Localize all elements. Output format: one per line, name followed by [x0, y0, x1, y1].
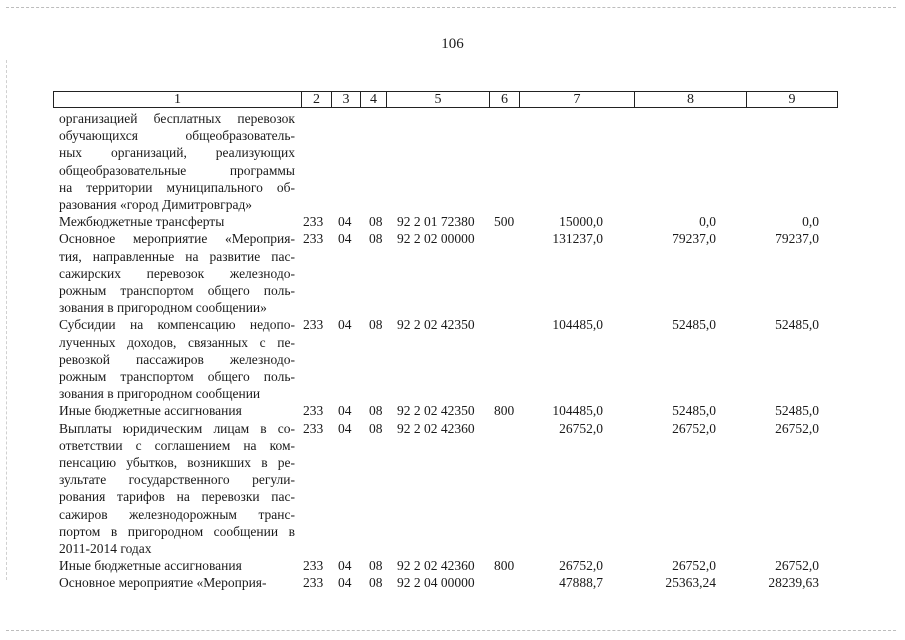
column-header-1: 1	[54, 92, 302, 107]
row-3-c8: 52485,0	[672, 317, 716, 333]
row-5-description-line: рования тарифов на перевозки пас-	[59, 489, 295, 505]
row-1-c3: 04	[338, 214, 352, 230]
row-5-c3: 04	[338, 420, 352, 436]
row-7-c7: 47888,7	[559, 575, 603, 591]
row-7-description-line: Основное мероприятие «Мероприя-	[59, 575, 267, 591]
row-5-description-line: Выплаты юридическим лицам в со-	[59, 420, 295, 436]
row-6-c2: 233	[303, 558, 324, 574]
row-7-c8: 25363,24	[665, 575, 716, 591]
row-3-description-line: ревозкой пассажиров железнодо-	[59, 351, 295, 367]
row-6-c5: 92 2 02 42360	[397, 558, 475, 574]
table-header-row	[53, 91, 838, 108]
scan-left-edge	[6, 60, 7, 580]
row-2-description-line: рожным транспортом общего поль-	[59, 283, 295, 298]
row-5-description-line: зультате государственного регули-	[59, 472, 295, 488]
row-1-c8: 0,0	[699, 214, 716, 230]
row-5-c7: 26752,0	[559, 420, 603, 436]
row-0-description-line: общеобразовательные программы	[59, 162, 295, 178]
column-header-8: 8	[635, 92, 747, 107]
row-2-description-line: Основное мероприятие «Мероприя-	[59, 231, 295, 247]
row-2-c2: 233	[303, 231, 324, 247]
row-3-c9: 52485,0	[775, 317, 819, 333]
row-7-c3: 04	[338, 575, 352, 591]
row-3-c7: 104485,0	[552, 317, 603, 333]
row-4-description-line: Иные бюджетные ассигнования	[59, 403, 242, 419]
column-header-6: 6	[490, 92, 520, 107]
row-5-description-line: ответствии с соглашением на ком-	[59, 437, 295, 453]
row-5-description-line: портом в пригородном сообщении в	[59, 523, 295, 539]
row-3-c4: 08	[369, 317, 383, 333]
row-6-c7: 26752,0	[559, 558, 603, 574]
row-2-c5: 92 2 02 00000	[397, 231, 475, 247]
scan-bottom-edge	[6, 630, 896, 631]
row-3-description-line: Субсидии на компенсацию недопо-	[59, 317, 295, 333]
row-1-c2: 233	[303, 214, 324, 230]
row-0-description-line: обучающихся общеобразователь-	[59, 128, 295, 144]
row-3-description-line: лученных доходов, связанных с пе-	[59, 334, 295, 350]
row-5-c4: 08	[369, 420, 383, 436]
row-4-c9: 52485,0	[775, 403, 819, 419]
row-5-description-line: пенсацию убытков, возникших в ре-	[59, 455, 295, 470]
row-5-description-line: сажиров железнодорожным транс-	[59, 506, 295, 522]
row-1-c5: 92 2 01 72380	[397, 214, 475, 230]
row-3-description-line: зования в пригородном сообщении	[59, 386, 261, 402]
row-2-description-line: сажирских перевозок железнодо-	[59, 265, 295, 281]
row-4-c3: 04	[338, 403, 352, 419]
column-header-9: 9	[788, 92, 796, 107]
row-2-c9: 79237,0	[775, 231, 819, 247]
row-0-description-line: на территории муниципального об-	[59, 179, 295, 195]
row-3-c2: 233	[303, 317, 324, 333]
column-header-5: 5	[387, 92, 490, 107]
row-4-c5: 92 2 02 42350	[397, 403, 475, 419]
row-1-c4: 08	[369, 214, 383, 230]
row-4-c8: 52485,0	[672, 403, 716, 419]
scan-top-edge	[6, 7, 896, 8]
row-7-c2: 233	[303, 575, 324, 591]
row-6-c6: 800	[494, 558, 515, 574]
row-4-c2: 233	[303, 403, 324, 419]
row-2-description-line: тия, направленные на развитие пас-	[59, 248, 295, 264]
row-6-c9: 26752,0	[775, 558, 819, 574]
row-6-description-line: Иные бюджетные ассигнования	[59, 558, 242, 574]
row-7-c9: 28239,63	[768, 575, 819, 591]
row-0-description-line: организацией бесплатных перевозок	[59, 111, 295, 126]
row-3-c5: 92 2 02 42350	[397, 317, 475, 333]
row-1-c9: 0,0	[802, 214, 819, 230]
row-0-description-line: разования «город Димитровград»	[59, 197, 253, 212]
column-header-7: 7	[520, 92, 635, 107]
row-5-c8: 26752,0	[672, 420, 716, 436]
page-number: 106	[441, 36, 464, 52]
column-header-2: 2	[302, 92, 332, 107]
column-header-4: 4	[361, 92, 387, 107]
row-5-description-line: 2011-2014 годах	[59, 541, 152, 556]
row-5-c5: 92 2 02 42360	[397, 420, 475, 436]
row-1-description-line: Межбюджетные трансферты	[59, 214, 225, 230]
row-2-c8: 79237,0	[672, 231, 716, 247]
row-5-c2: 233	[303, 420, 324, 436]
column-header-3: 3	[332, 92, 361, 107]
row-6-c8: 26752,0	[672, 558, 716, 574]
row-6-c3: 04	[338, 558, 352, 574]
row-4-c7: 104485,0	[552, 403, 603, 419]
row-5-c9: 26752,0	[775, 420, 819, 436]
row-4-c6: 800	[494, 403, 515, 419]
row-3-c3: 04	[338, 317, 352, 333]
row-6-c4: 08	[369, 558, 383, 574]
row-2-c3: 04	[338, 231, 352, 247]
row-2-description-line: зования в пригородном сообщении»	[59, 300, 267, 316]
row-7-c4: 08	[369, 575, 383, 591]
row-2-c4: 08	[369, 231, 383, 247]
row-4-c4: 08	[369, 403, 383, 419]
row-3-description-line: рожным транспортом общего поль-	[59, 369, 295, 384]
row-7-c5: 92 2 04 00000	[397, 575, 475, 591]
row-1-c7: 15000,0	[559, 214, 603, 230]
row-1-c6: 500	[494, 214, 515, 230]
row-0-description-line: ных организаций, реализующих	[59, 145, 295, 161]
row-2-c7: 131237,0	[552, 231, 603, 247]
